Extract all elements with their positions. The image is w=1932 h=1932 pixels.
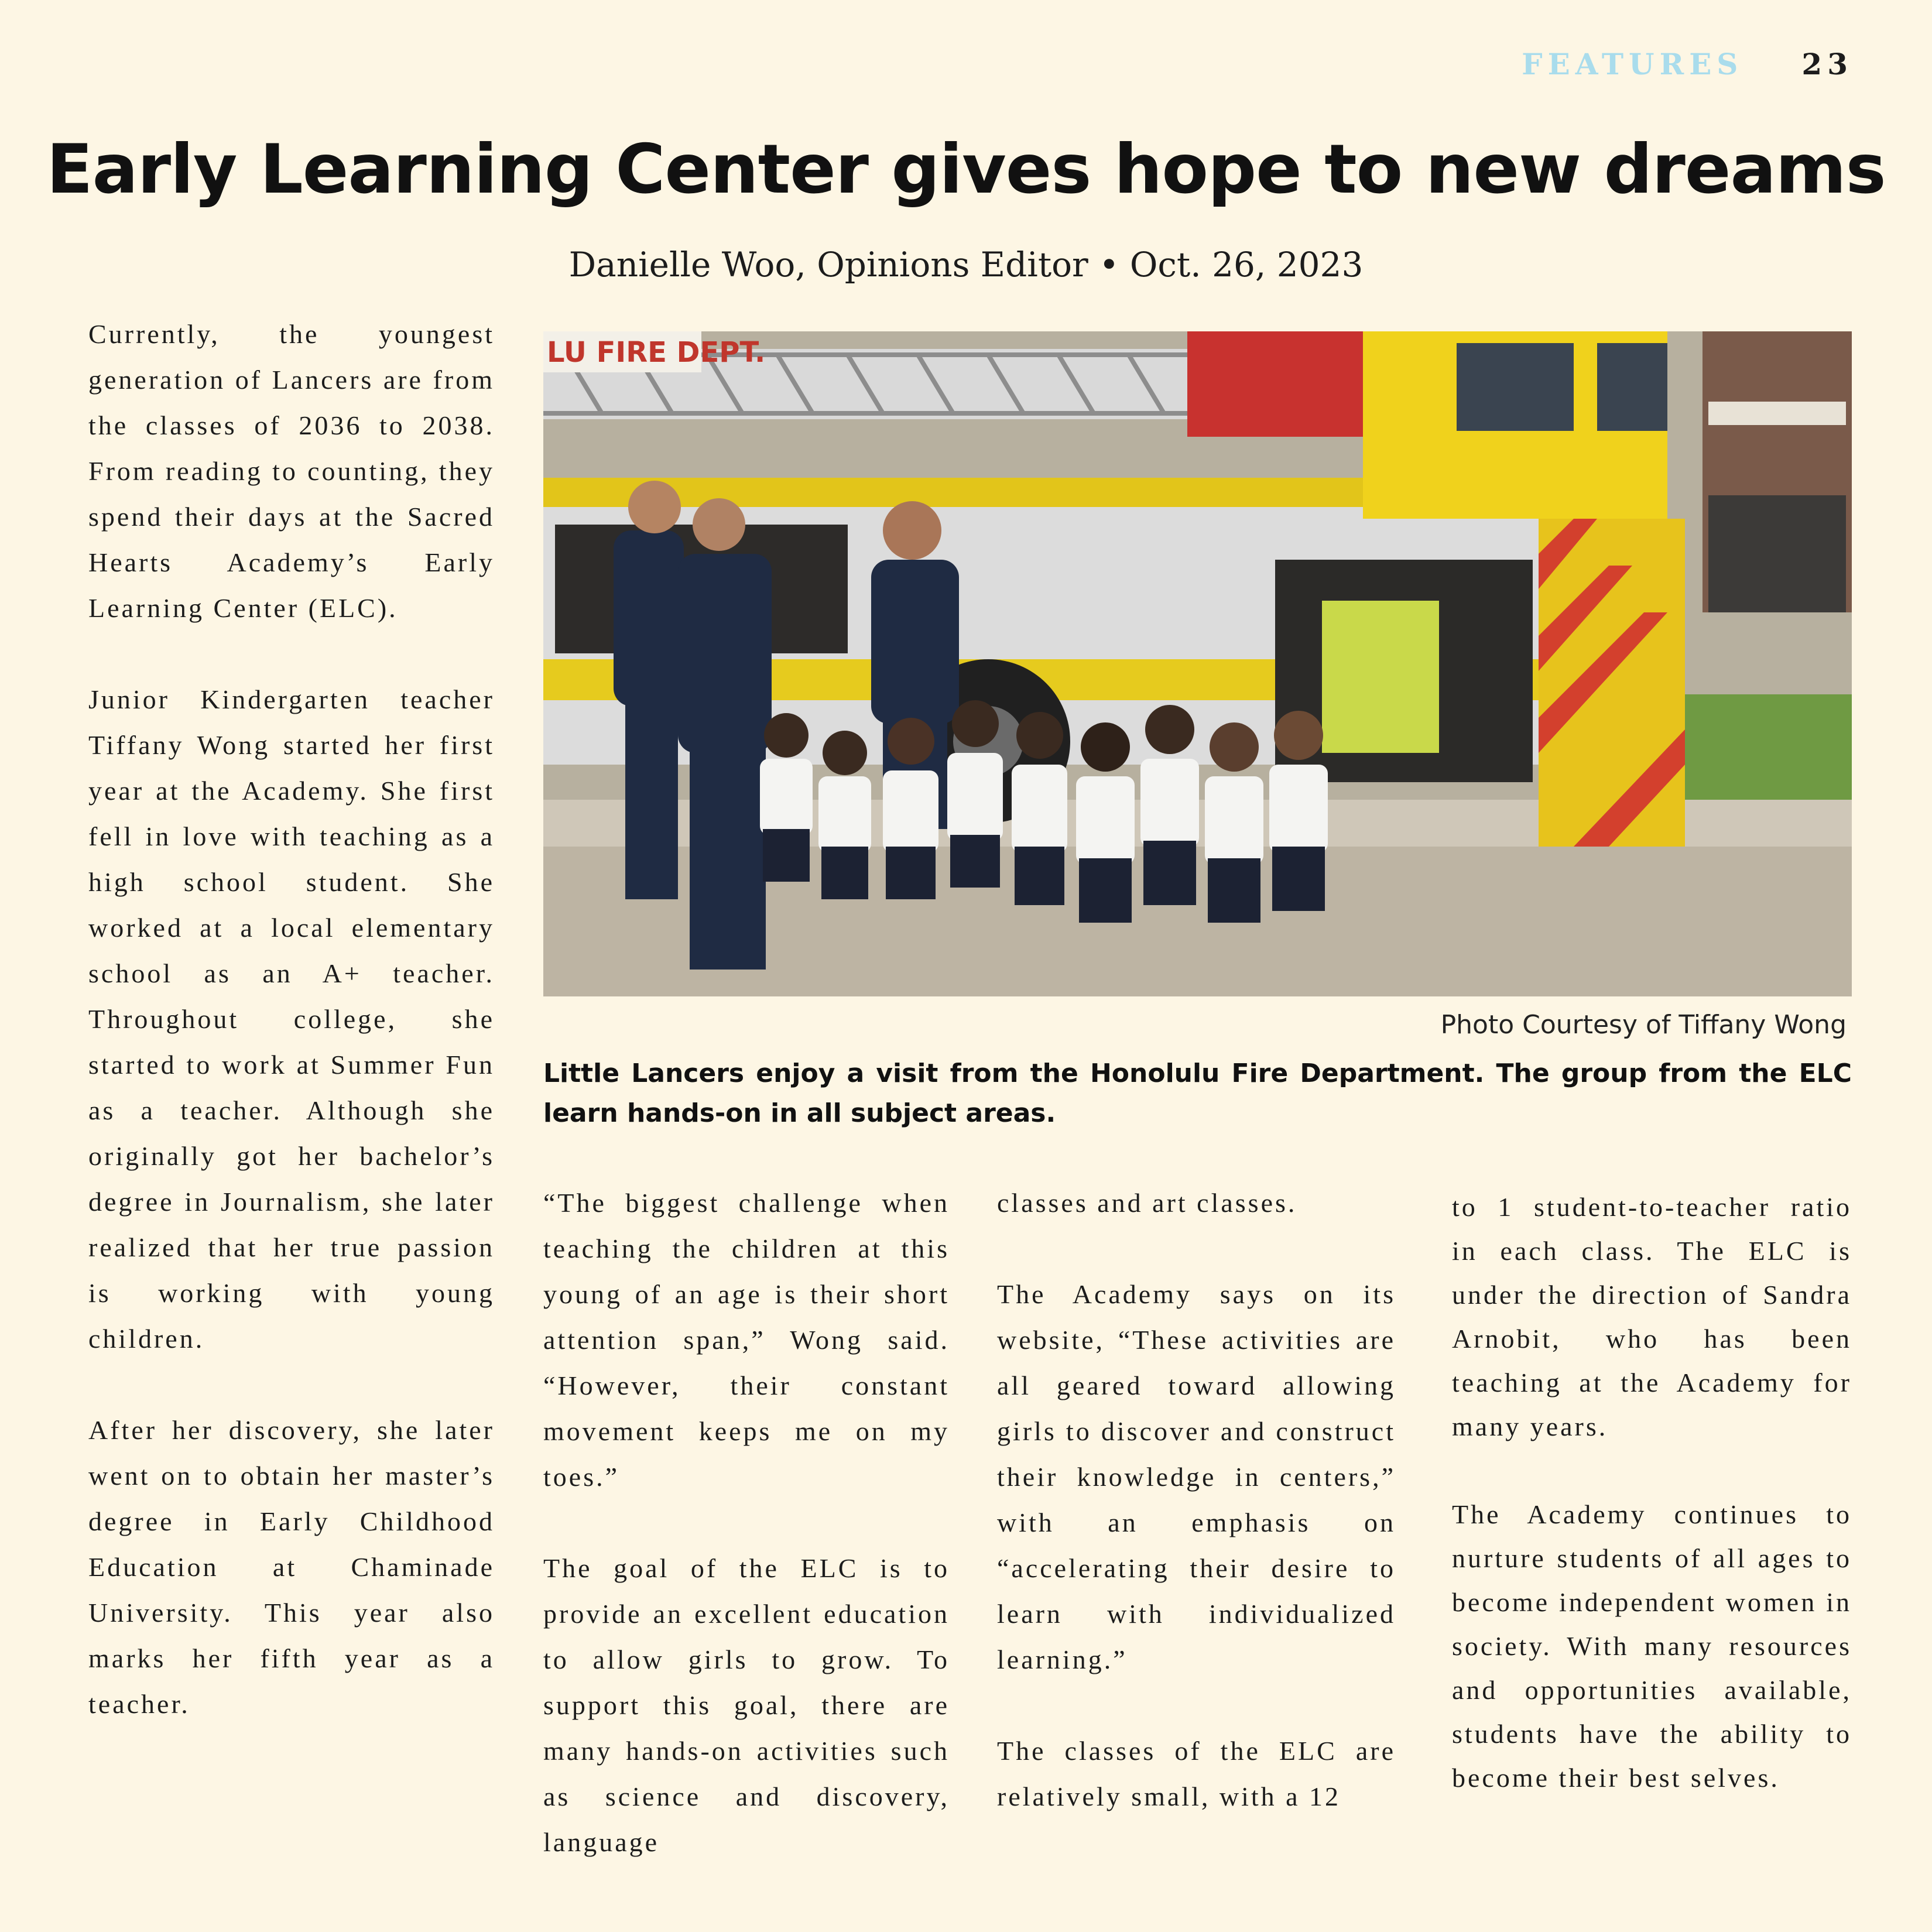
article-column-3: [997, 1180, 1396, 1820]
page-number: 23: [1801, 47, 1853, 81]
paragraph: classes and art classes.: [997, 1188, 1297, 1218]
paragraph: The Academy continues to nurture students of all ages to become independent women in society. With many resources and opportunities available, students have the ability to become their best selves.: [1452, 1499, 1852, 1793]
paragraph: The goal of the ELC is to provide an excellent education to allow girls to grow. To support this goal, there are many hands-on activities such as science and discovery, language: [543, 1553, 950, 1857]
paragraph: “The biggest challenge when teaching the children at this young of an age is their short attention span,” Wong said. “However, their constant movement keeps me on my toes.”: [543, 1188, 950, 1492]
paragraph: Junior Kindergarten teacher Tiffany Wong started her first year at the Academy. She first fell in love with teaching as a high school student. She worked at a local elementary school as an A+ teacher. Throughout college, she started to work at Summer Fun as a teacher. Although she originally got her bachelor’s degree in Journalism, she later realized that her true passion is working with young children.: [88, 684, 495, 1354]
photo-credit: Photo Courtesy of Tiffany Wong: [1440, 1010, 1847, 1040]
photo-caption: Little Lancers enjoy a visit from the Honolulu Fire Department. The group from the ELC learn hands-on in all subject areas.: [543, 1059, 1852, 1128]
fire-truck-photo-illustration: [543, 331, 1852, 996]
paragraph: Currently, the youngest generation of Lancers are from the classes of 2036 to 2038. From reading to counting, they spend their days at the Sacred Hearts Academy’s Early Learning Center (ELC).: [88, 319, 495, 623]
article-column-1: [88, 311, 495, 1727]
paragraph: The classes of the ELC are relatively small, with a 12: [997, 1736, 1396, 1811]
article-column-4: [1452, 1185, 1852, 1800]
article-column-2: [543, 1180, 950, 1865]
headline: Early Learning Center gives hope to new dreams: [46, 130, 1886, 209]
paragraph: to 1 student-to-teacher ratio in each class. The ELC is under the direction of Sandra Arnobit, who has been teaching at the Academy for many years.: [1452, 1192, 1852, 1441]
page-header: [1522, 47, 1853, 81]
truck-lettering: LU FIRE DEPT.: [547, 336, 766, 369]
section-label: FEATURES: [1522, 47, 1743, 81]
byline: Danielle Woo, Opinions Editor • Oct. 26, 2023: [568, 245, 1364, 285]
article-photo: [543, 331, 1852, 996]
paragraph: The Academy says on its website, “These activities are all geared toward allowing girls to discover and construct their knowledge in centers,” with an emphasis on “accelerating their desire to learn with individualized learning.”: [997, 1279, 1396, 1674]
paragraph: After her discovery, she later went on to obtain her master’s degree in Early Childhood Education at Chaminade University. This year also marks her fifth year as a teacher.: [88, 1415, 495, 1719]
